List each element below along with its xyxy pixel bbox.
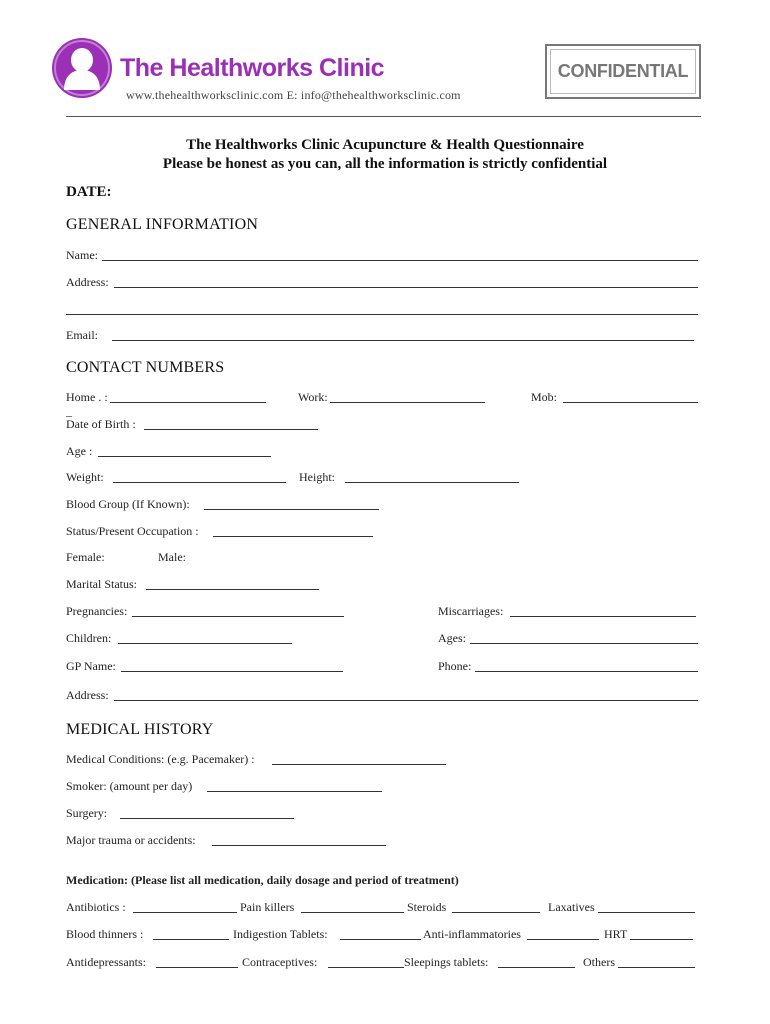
date-label: DATE: <box>66 184 112 200</box>
ages-field[interactable] <box>470 643 698 644</box>
blood-group-field[interactable] <box>204 509 379 510</box>
laxatives-label: Laxatives <box>548 900 595 914</box>
marital-status-field[interactable] <box>146 589 319 590</box>
miscarriages-label: Miscarriages: <box>438 604 504 618</box>
steroids-label: Steroids <box>407 900 447 914</box>
smoker-label: Smoker: (amount per day) <box>66 779 193 793</box>
others-field[interactable] <box>618 967 695 968</box>
blood-thinners-field[interactable] <box>153 939 229 940</box>
document-title: The Healthworks Clinic Acupuncture & Health Questionnaire <box>186 137 584 153</box>
anti-inflammatories-label: Anti-inflammatories <box>423 927 521 941</box>
address-label: Address: <box>66 275 109 289</box>
confidential-stamp-label: CONFIDENTIAL <box>550 49 696 94</box>
indigestion-label: Indigestion Tablets: <box>233 927 328 941</box>
work-phone-label: Work: <box>298 390 328 404</box>
gp-name-label: GP Name: <box>66 659 116 673</box>
age-label: Age : <box>66 444 93 458</box>
height-field[interactable] <box>345 482 519 483</box>
laxatives-field[interactable] <box>598 912 695 913</box>
marital-status-label: Marital Status: <box>66 577 137 591</box>
work-phone-field[interactable] <box>330 402 485 403</box>
address-field-line-2[interactable] <box>66 314 698 315</box>
section-heading-medical: MEDICAL HISTORY <box>66 721 214 738</box>
gp-name-field[interactable] <box>121 671 343 672</box>
medical-conditions-label: Medical Conditions: (e.g. Pacemaker) : <box>66 752 255 766</box>
contraceptives-field[interactable] <box>328 967 404 968</box>
miscarriages-field[interactable] <box>510 616 696 617</box>
steroids-field[interactable] <box>452 912 540 913</box>
surgery-label: Surgery: <box>66 806 108 820</box>
gp-address-field[interactable] <box>114 700 698 701</box>
sleeping-tablets-label: Sleepings tablets: <box>404 955 489 969</box>
clinic-contact-line: www.thehealthworksclinic.com E: info@thehealthworksclinic.com <box>126 88 461 102</box>
ages-label: Ages: <box>438 631 466 645</box>
name-label: Name: <box>66 248 98 262</box>
hrt-field[interactable] <box>630 939 693 940</box>
antidepressants-field[interactable] <box>156 967 238 968</box>
occupation-field[interactable] <box>213 536 373 537</box>
surgery-field[interactable] <box>120 818 294 819</box>
confidential-stamp <box>545 44 701 99</box>
weight-field[interactable] <box>113 482 286 483</box>
clinic-name: The Healthworks Clinic <box>120 54 385 82</box>
medical-conditions-field[interactable] <box>272 764 446 765</box>
gp-phone-field[interactable] <box>475 671 698 672</box>
section-heading-general: GENERAL INFORMATION <box>66 216 259 233</box>
gp-address-label: Address: <box>66 688 109 702</box>
stray-underscore: _ <box>66 404 72 418</box>
name-field[interactable] <box>102 260 698 261</box>
blood-group-label: Blood Group (If Known): <box>66 497 190 511</box>
antibiotics-field[interactable] <box>133 912 237 913</box>
home-phone-label: Home . : <box>66 390 108 404</box>
height-label: Height: <box>299 470 335 484</box>
blood-thinners-label: Blood thinners : <box>66 927 144 941</box>
home-phone-field[interactable] <box>110 402 266 403</box>
dob-label: Date of Birth : <box>66 417 136 431</box>
contraceptives-label: Contraceptives: <box>242 955 318 969</box>
person-silhouette-icon <box>52 38 112 98</box>
children-field[interactable] <box>118 643 292 644</box>
mobile-label: Mob: <box>531 390 558 404</box>
sleeping-tablets-field[interactable] <box>498 967 575 968</box>
anti-inflammatories-field[interactable] <box>527 939 599 940</box>
indigestion-field[interactable] <box>340 939 421 940</box>
hrt-label: HRT <box>604 927 628 941</box>
document-subtitle: Please be honest as you can, all the information is strictly confidential <box>162 156 608 172</box>
others-label: Others <box>583 955 615 969</box>
address-field[interactable] <box>114 287 698 288</box>
medication-note: Medication: (Please list all medication, daily dosage and period of treatment) <box>66 873 459 887</box>
section-heading-contact: CONTACT NUMBERS <box>66 359 225 376</box>
male-label: Male: <box>158 550 186 564</box>
female-label: Female: <box>66 550 105 564</box>
trauma-label: Major trauma or accidents: <box>66 833 196 847</box>
antidepressants-label: Antidepressants: <box>66 955 146 969</box>
header-divider <box>66 116 701 117</box>
pain-killers-field[interactable] <box>301 912 404 913</box>
gp-phone-label: Phone: <box>438 659 472 673</box>
children-label: Children: <box>66 631 112 645</box>
pain-killers-label: Pain killers <box>240 900 295 914</box>
pregnancies-label: Pregnancies: <box>66 604 128 618</box>
clinic-logo <box>52 38 112 98</box>
mobile-field[interactable] <box>563 402 698 403</box>
occupation-label: Status/Present Occupation : <box>66 524 199 538</box>
email-field[interactable] <box>112 340 694 341</box>
smoker-field[interactable] <box>207 791 382 792</box>
dob-field[interactable] <box>144 429 318 430</box>
email-label: Email: <box>66 328 98 342</box>
weight-label: Weight: <box>66 470 104 484</box>
antibiotics-label: Antibiotics : <box>66 900 126 914</box>
age-field[interactable] <box>98 456 271 457</box>
trauma-field[interactable] <box>212 845 386 846</box>
pregnancies-field[interactable] <box>132 616 344 617</box>
